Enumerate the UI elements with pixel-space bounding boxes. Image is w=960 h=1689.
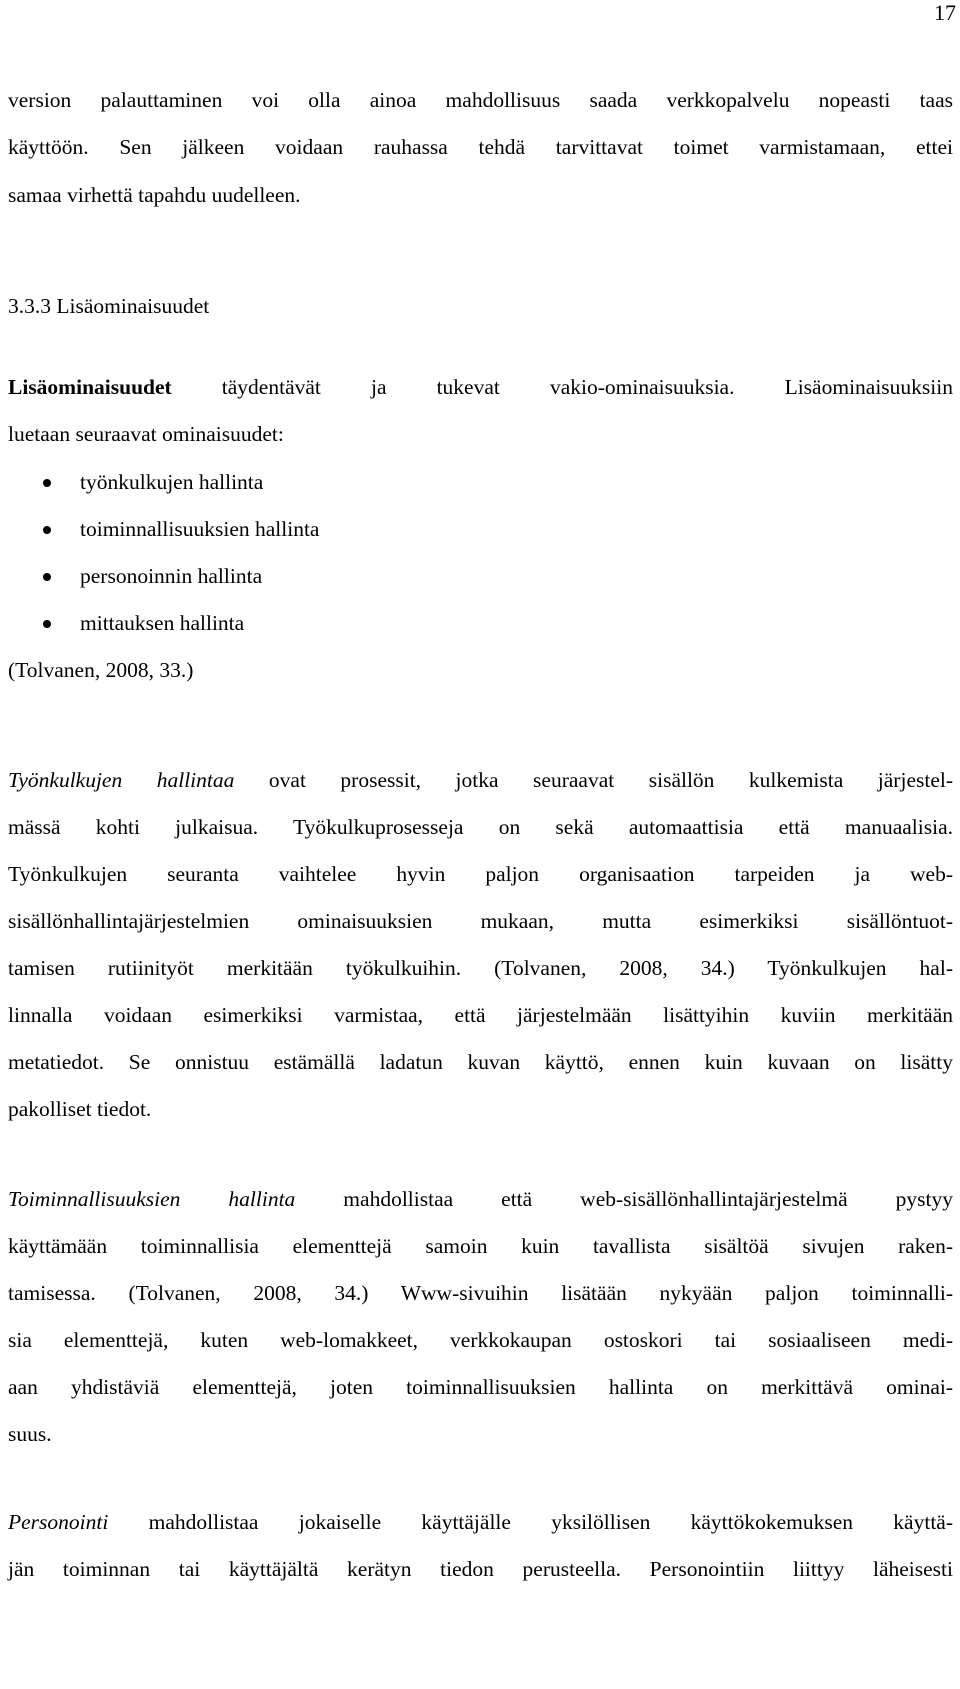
text-span: mahdollistaa jokaiselle käyttäjälle yksilöllisen käyttökokemuksen käyttä- [108,1510,953,1534]
italic-term: Personointi [8,1510,109,1534]
text-line: käyttöön. Sen jälkeen voidaan rauhassa tehdä tarvittavat toimet varmistamaan, ettei [8,135,953,159]
bullet-icon [43,620,51,628]
text-line: pakolliset tiedot. [8,1097,152,1121]
text-line [8,377,953,399]
italic-term: Toiminnallisuuksien hallinta [8,1187,296,1211]
text-line [8,770,953,792]
text-line: käyttämään toiminnallisia elementtejä samoin kuin tavallista sisältöä sivujen raken- [8,1234,953,1258]
text-line: tamisen rutiinityöt merkitään työkulkuihin. (Tolvanen, 2008, 34.) Työnkulkujen hal- [8,956,953,980]
text-line: sia elementtejä, kuten web-lomakkeet, verkkokaupan ostoskori tai sosiaaliseen medi- [8,1328,953,1352]
text-span: täydentävät ja tukevat vakio-ominaisuuksia. Lisäominaisuuksiin [171,375,953,399]
text-line: aan yhdistäviä elementtejä, joten toiminnallisuuksien hallinta on merkittävä ominai- [8,1375,953,1399]
text-line: linnalla voidaan esimerkiksi varmistaa, että järjestelmään lisättyihin kuviin merkitään [8,1003,953,1027]
text-line: mässä kohti julkaisua. Työkulkuprosesseja on sekä automaattisia että manuaalisia. [8,815,953,839]
text-line: samaa virhettä tapahdu uudelleen. [8,183,301,207]
text-span: ovat prosessit, jotka seuraavat sisällön kulkemista järjestel- [234,768,953,792]
section-heading: 3.3.3 Lisäominaisuudet [8,294,210,318]
text-span: mahdollistaa että web-sisällönhallintajärjestelmä pystyy [295,1187,953,1211]
text-line: luetaan seuraavat ominaisuudet: [8,422,284,446]
text-line: tamisessa. (Tolvanen, 2008, 34.) Www-sivuihin lisätään nykyään paljon toiminnalli- [8,1281,953,1305]
bullet-icon [43,526,51,534]
text-line: Työnkulkujen seuranta vaihtelee hyvin paljon organisaation tarpeiden ja web- [8,862,953,886]
italic-term: Työnkulkujen hallintaa [8,768,235,792]
text-line: metatiedot. Se onnistuu estämällä ladatun kuvan käyttö, ennen kuin kuvaan on lisätty [8,1050,953,1074]
text-line [8,1512,953,1534]
text-line: jän toiminnan tai käyttäjältä kerätyn tiedon perusteella. Personointiin liittyy läheisesti [8,1557,953,1581]
text-line: version palauttaminen voi olla ainoa mahdollisuus saada verkkopalvelu nopeasti taas [8,88,953,112]
list-item-label: mittauksen hallinta [80,611,245,635]
text-line [8,1189,953,1211]
list-item-label: toiminnallisuuksien hallinta [80,517,320,541]
text-line: sisällönhallintajärjestelmien ominaisuuksien mukaan, mutta esimerkiksi sisällöntuot- [8,909,953,933]
list-item-label: työnkulkujen hallinta [80,470,264,494]
text-line: suus. [8,1422,52,1446]
bullet-icon [43,479,51,487]
page-number: 17 [934,0,956,25]
bold-term: Lisäominaisuudet [8,375,172,399]
citation: (Tolvanen, 2008, 33.) [8,658,194,682]
bullet-icon [43,573,51,581]
list-item-label: personoinnin hallinta [80,564,263,588]
